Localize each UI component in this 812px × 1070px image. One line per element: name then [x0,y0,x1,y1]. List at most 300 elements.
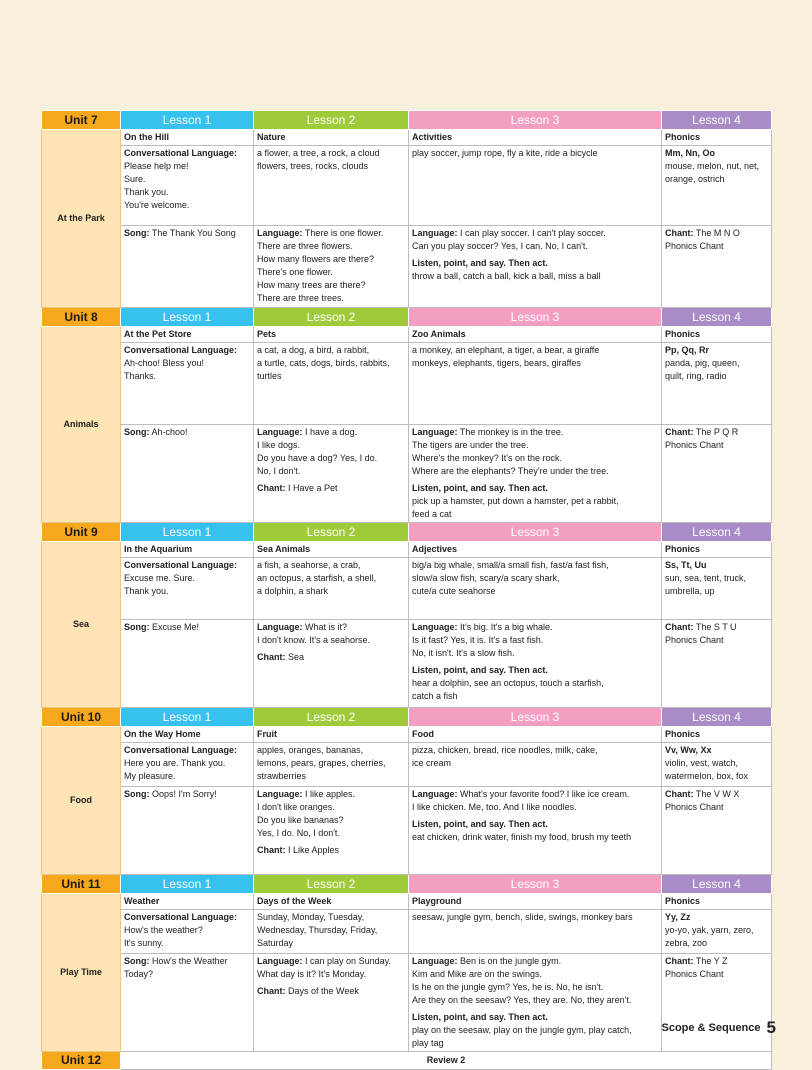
chant-title: Phonics Chant [665,969,724,979]
language-text: There are three trees. [257,293,345,303]
unit-label: Unit 9 [42,523,121,542]
song-cell [121,620,254,708]
phonics-cell [662,743,772,787]
language-line [257,827,405,840]
conversational-line: Thank you. [124,187,169,197]
lesson-4-title: Phonics [662,894,772,910]
language-row [42,425,772,523]
vocabulary-line: flowers, trees, rocks, clouds [257,161,369,171]
vocabulary-line: a monkey, an elephant, a tiger, a bear, a giraffe [412,345,600,355]
language-line [412,801,658,814]
lesson-4-header: Lesson 4 [662,523,772,542]
scope-sequence-page [41,110,771,1070]
song-title: Ah-choo! [151,427,188,437]
conversational-line: Ah-choo! Bless you! [124,358,205,368]
vocabulary-line: turtles [257,371,282,381]
lesson-3-header: Lesson 3 [409,308,662,327]
language-label: Language: [257,789,303,799]
action-line: catch a fish [412,691,458,701]
phonics-cell [662,343,772,425]
lesson-titles-row [42,727,772,743]
song-cell [121,226,254,308]
lesson-4-header: Lesson 4 [662,111,772,130]
phonics-word-line: quilt, ring, radio [665,371,727,381]
action-line: eat chicken, drink water, finish my food, brush my teeth [412,832,632,842]
unit-header-row [42,875,772,894]
language-text: There's one flower. [257,267,333,277]
listen-point-say-label: Listen, point, and say. Then act. [412,1012,548,1022]
language-label: Language: [257,956,303,966]
chant-title: The M N O [695,228,740,238]
language-line [412,621,658,634]
song-label: Song: [124,228,150,238]
unit-label: Unit 11 [42,875,121,894]
song-cell [121,787,254,875]
phonics-word-line: watermelon, box, fox [665,771,749,781]
vocabulary-line: apples, oranges, bananas, [257,745,364,755]
conversational-line: Here you are. Thank you. [124,758,226,768]
chant-title: Phonics Chant [665,635,724,645]
language-text: Where are the elephants? They're under the tree. [412,466,609,476]
chant-line [665,426,768,439]
conversational-language-cell [121,910,254,954]
language-line [257,465,405,478]
lesson-1-header: Lesson 1 [121,523,254,542]
lesson-2-title: Pets [254,327,409,343]
lesson-3-title: Zoo Animals [409,327,662,343]
language-row [42,620,772,708]
conversational-language-label: Conversational Language: [124,345,238,355]
chant-title: The P Q R [695,427,739,437]
lesson-titles-row [42,327,772,343]
language-text: How many trees are there? [257,280,366,290]
language-row [42,787,772,875]
phonics-chant-cell [662,620,772,708]
lesson-2-vocabulary [254,343,409,425]
vocabulary-line: play soccer, jump rope, fly a kite, ride a bicycle [412,148,598,158]
lesson-2-title: Sea Animals [254,542,409,558]
lesson-2-header: Lesson 2 [254,875,409,894]
language-text: Are they on the seesaw? Yes, they are. No, they aren't. [412,995,632,1005]
page-number: 5 [766,1018,776,1037]
language-text: I like dogs. [257,440,301,450]
language-text: No, it isn't. It's a slow fish. [412,648,515,658]
chant-label: Chant: [257,483,286,493]
chant-line [257,985,405,998]
lesson-4-title: Phonics [662,542,772,558]
conversational-language-label: Conversational Language: [124,745,238,755]
chant-line [665,788,768,801]
lesson-2-vocabulary [254,910,409,954]
lesson-2-language [254,425,409,523]
conversational-line: Thank you. [124,586,169,596]
chant-label: Chant: [665,956,694,966]
vocabulary-line: ice cream [412,758,452,768]
phonics-cell [662,146,772,226]
lesson-3-header: Lesson 3 [409,111,662,130]
unit-label: Unit 10 [42,708,121,727]
language-text: It's big. It's a big whale. [460,622,553,632]
lesson-4-title: Phonics [662,327,772,343]
vocabulary-line: a fish, a seahorse, a crab, [257,560,361,570]
song-title: How's the Weather Today? [124,956,228,979]
language-text: I have a dog. [305,427,358,437]
chant-line [257,651,405,664]
phonics-chant-cell [662,226,772,308]
language-label: Language: [257,427,303,437]
phonics-word-line: panda, pig, queen, [665,358,740,368]
language-line [412,465,658,478]
lesson-3-title: Adjectives [409,542,662,558]
language-line [257,253,405,266]
language-line [257,968,405,981]
language-text: What is it? [305,622,348,632]
phonics-letters: Vv, Ww, Xx [665,745,712,755]
chant-label: Chant: [257,652,286,662]
phonics-letters: Pp, Qq, Rr [665,345,710,355]
lesson-3-header: Lesson 3 [409,708,662,727]
vocabulary-line: an octopus, a starfish, a shell, [257,573,377,583]
listen-point-say-label: Listen, point, and say. Then act. [412,819,548,829]
language-text: Can you play soccer? Yes, I can. No, I can't. [412,241,588,251]
language-label: Language: [412,427,458,437]
song-title: Excuse Me! [152,622,200,632]
vocabulary-line: strawberries [257,771,307,781]
language-row [42,226,772,308]
phonics-word-line: umbrella, up [665,586,715,596]
conversational-line: Sure. [124,174,146,184]
vocabulary-line: a flower, a tree, a rock, a cloud [257,148,380,158]
lesson-2-header: Lesson 2 [254,708,409,727]
language-line [257,266,405,279]
vocabulary-line: a turtle, cats, dogs, birds, rabbits, [257,358,390,368]
lesson-2-vocabulary [254,146,409,226]
conversational-language-cell [121,558,254,620]
listen-point-say-label: Listen, point, and say. Then act. [412,258,548,268]
song-label: Song: [124,789,150,799]
phonics-word-line: violin, vest, watch, [665,758,739,768]
phonics-letters: Mm, Nn, Oo [665,148,715,158]
lesson-1-title: In the Aquarium [121,542,254,558]
chant-title: Phonics Chant [665,241,724,251]
phonics-word-line: zebra, zoo [665,938,708,948]
language-line [257,227,405,240]
unit-header-row [42,308,772,327]
language-label: Language: [257,228,303,238]
song-label: Song: [124,956,150,966]
lesson-titles-row [42,542,772,558]
language-line [257,279,405,292]
lesson-3-title: Playground [409,894,662,910]
language-label: Language: [412,622,458,632]
language-line [412,788,658,801]
chant-line [665,621,768,634]
language-text: Is he on the jungle gym? Yes, he is. No, he isn't. [412,982,604,992]
language-label: Language: [412,789,458,799]
lesson-3-vocabulary [409,558,662,620]
conversational-language-label: Conversational Language: [124,148,238,158]
lesson-1-title: Weather [121,894,254,910]
chant-label: Chant: [665,427,694,437]
phonics-word-line: mouse, melon, nut, net, [665,161,760,171]
lesson-titles-row [42,130,772,146]
conversational-line: Thanks. [124,371,157,381]
song-label: Song: [124,427,150,437]
unit-header-row [42,111,772,130]
language-text: What's your favorite food? I like ice cream. [460,789,630,799]
listen-point-say-label: Listen, point, and say. Then act. [412,483,548,493]
phonics-chant-cell [662,787,772,875]
lesson-3-header: Lesson 3 [409,523,662,542]
conversational-language-cell [121,343,254,425]
chant-title: The Y Z [695,956,728,966]
conversational-language-cell [121,743,254,787]
lesson-3-title: Activities [409,130,662,146]
chant-line [665,955,768,968]
language-line [412,647,658,660]
chant-label: Chant: [257,845,286,855]
lesson-4-header: Lesson 4 [662,875,772,894]
review-cell: Review 2 [121,1052,772,1070]
lesson-4-header: Lesson 4 [662,708,772,727]
page-footer [661,1018,776,1038]
lesson-3-title: Food [409,727,662,743]
lesson-3-language [409,425,662,523]
lesson-3-header: Lesson 3 [409,875,662,894]
chant-title: Days of the Week [288,986,359,996]
language-label: Language: [412,956,458,966]
language-label: Language: [257,622,303,632]
vocabulary-row [42,558,772,620]
chant-title: Phonics Chant [665,802,724,812]
language-text: There is one flower. [304,228,384,238]
language-text: Yes, I do. No, I don't. [257,828,340,838]
lesson-4-title: Phonics [662,727,772,743]
language-line [412,227,658,240]
vocabulary-row [42,910,772,954]
lesson-3-vocabulary [409,910,662,954]
vocabulary-line: lemons, pears, grapes, cherries, [257,758,386,768]
language-line [257,634,405,647]
chant-label: Chant: [665,228,694,238]
language-text: I can play on Sunday. [305,956,391,966]
language-line [412,968,658,981]
phonics-cell [662,558,772,620]
vocabulary-line: Sunday, Monday, Tuesday, [257,912,365,922]
vocabulary-line: slow/a slow fish, scary/a scary shark, [412,573,560,583]
lesson-1-header: Lesson 1 [121,111,254,130]
vocabulary-line: pizza, chicken, bread, rice noodles, milk, cake, [412,745,598,755]
vocabulary-line: Saturday [257,938,294,948]
action-line: play on the seesaw, play on the jungle gym, play catch, [412,1025,632,1035]
chant-title: I Have a Pet [288,483,338,493]
language-line [412,634,658,647]
language-text: How many flowers are there? [257,254,375,264]
language-text: I don't know. It's a seahorse. [257,635,371,645]
language-line [257,788,405,801]
lesson-2-title: Nature [254,130,409,146]
unit-header-row [42,523,772,542]
song-label: Song: [124,622,150,632]
phonics-word-line: yo-yo, yak, yarn, zero, [665,925,754,935]
lesson-2-title: Days of the Week [254,894,409,910]
language-text: Is it fast? Yes, it is. It's a fast fish. [412,635,544,645]
lesson-2-header: Lesson 2 [254,523,409,542]
action-line: throw a ball, catch a ball, kick a ball, miss a ball [412,271,601,281]
lesson-3-vocabulary [409,343,662,425]
lesson-3-language [409,787,662,875]
language-line [412,240,658,253]
vocabulary-row [42,343,772,425]
lesson-2-language [254,954,409,1052]
vocabulary-row [42,743,772,787]
vocabulary-line: cute/a cute seahorse [412,586,496,596]
unit-theme: Animals [42,327,121,523]
chant-label: Chant: [665,622,694,632]
language-line [412,439,658,452]
language-line [412,994,658,1007]
song-title: The Thank You Song [151,228,236,238]
language-line [257,292,405,305]
chant-line [665,227,768,240]
language-line [257,439,405,452]
conversational-line: Excuse me. Sure. [124,573,196,583]
language-line [257,814,405,827]
song-title: Oops! I'm Sorry! [152,789,217,799]
chant-title: Phonics Chant [665,440,724,450]
language-line [257,621,405,634]
lesson-titles-row [42,894,772,910]
conversational-line: How's the weather? [124,925,203,935]
vocabulary-line: a dolphin, a shark [257,586,329,596]
chant-line [257,482,405,495]
scope-sequence-table [41,110,772,1070]
lesson-2-language [254,226,409,308]
chant-title: The S T U [695,622,737,632]
action-line: feed a cat [412,509,452,519]
vocabulary-line: a cat, a dog, a bird, a rabbit, [257,345,370,355]
lesson-1-title: At the Pet Store [121,327,254,343]
song-cell [121,954,254,1052]
chant-label: Chant: [665,789,694,799]
unit-theme: Play Time [42,894,121,1052]
unit-label: Unit 8 [42,308,121,327]
unit-theme: Food [42,727,121,875]
chant-line [257,844,405,857]
language-text: Where's the monkey? It's on the rock. [412,453,563,463]
unit-header-row [42,708,772,727]
lesson-3-vocabulary [409,743,662,787]
vocabulary-line: seesaw, jungle gym, bench, slide, swings, monkey bars [412,912,633,922]
conversational-language-label: Conversational Language: [124,912,238,922]
action-line: hear a dolphin, see an octopus, touch a starfish, [412,678,604,688]
language-text: Kim and Mike are on the swings. [412,969,543,979]
lesson-1-header: Lesson 1 [121,308,254,327]
phonics-word-line: orange, ostrich [665,174,725,184]
lesson-1-header: Lesson 1 [121,875,254,894]
lesson-3-language [409,226,662,308]
language-text: Ben is on the jungle gym. [460,956,562,966]
unit-theme: At the Park [42,130,121,308]
language-text: The tigers are under the tree. [412,440,529,450]
language-line [257,955,405,968]
lesson-2-header: Lesson 2 [254,111,409,130]
language-line [412,981,658,994]
language-text: No, I don't. [257,466,301,476]
language-line [257,801,405,814]
language-text: There are three flowers. [257,241,353,251]
lesson-4-title: Phonics [662,130,772,146]
lesson-1-title: On the Hill [121,130,254,146]
lesson-3-language [409,954,662,1052]
song-cell [121,425,254,523]
language-text: What day is it? It's Monday. [257,969,367,979]
conversational-language-cell [121,146,254,226]
conversational-language-label: Conversational Language: [124,560,238,570]
phonics-word-line: sun, sea, tent, truck, [665,573,747,583]
lesson-3-language [409,620,662,708]
language-text: Do you have a dog? Yes, I do. [257,453,378,463]
lesson-2-vocabulary [254,743,409,787]
language-line [257,452,405,465]
language-text: Do you like bananas? [257,815,344,825]
lesson-2-language [254,620,409,708]
conversational-line: Please help me! [124,161,189,171]
lesson-2-title: Fruit [254,727,409,743]
phonics-chant-cell [662,425,772,523]
lesson-4-header: Lesson 4 [662,308,772,327]
conversational-line: My pleasure. [124,771,176,781]
language-line [257,240,405,253]
phonics-cell [662,910,772,954]
footer-title: Scope & Sequence [661,1022,761,1034]
language-text: I like chicken. Me, too. And I like noodles. [412,802,577,812]
action-line: pick up a hamster, put down a hamster, pet a rabbit, [412,496,619,506]
language-text: I can play soccer. I can't play soccer. [460,228,606,238]
lesson-2-vocabulary [254,558,409,620]
lesson-1-header: Lesson 1 [121,708,254,727]
chant-label: Chant: [257,986,286,996]
lesson-2-language [254,787,409,875]
language-text: I like apples. [305,789,356,799]
lesson-2-header: Lesson 2 [254,308,409,327]
language-line [412,426,658,439]
language-label: Language: [412,228,458,238]
lesson-3-vocabulary [409,146,662,226]
chant-title: Sea [288,652,305,662]
listen-point-say-label: Listen, point, and say. Then act. [412,665,548,675]
lesson-1-title: On the Way Home [121,727,254,743]
unit-label: Unit 12 [42,1052,121,1070]
unit-theme: Sea [42,542,121,708]
language-line [257,426,405,439]
conversational-line: It's sunny. [124,938,164,948]
vocabulary-row [42,146,772,226]
vocabulary-line: big/a big whale, small/a small fish, fast/a fast fish, [412,560,609,570]
unit-label: Unit 7 [42,111,121,130]
vocabulary-line: monkeys, elephants, tigers, bears, giraffes [412,358,581,368]
language-text: I don't like oranges. [257,802,335,812]
phonics-letters: Yy, Zz [665,912,691,922]
vocabulary-line: Wednesday, Thursday, Friday, [257,925,378,935]
chant-title: I Like Apples [288,845,340,855]
language-line [412,955,658,968]
phonics-letters: Ss, Tt, Uu [665,560,707,570]
chant-title: The V W X [695,789,740,799]
unit-12-row [42,1052,772,1070]
conversational-line: You're welcome. [124,200,190,210]
language-text: The monkey is in the tree. [459,427,564,437]
